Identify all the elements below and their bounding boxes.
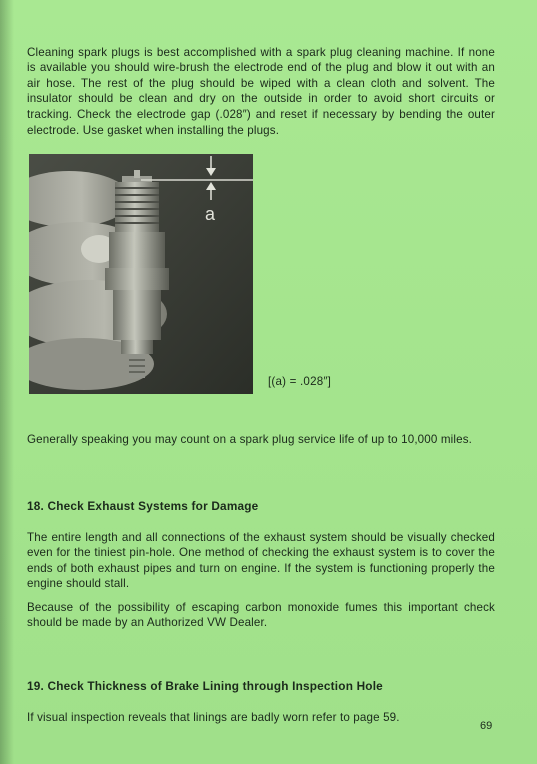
- exhaust-check-paragraph: The entire length and all connections of the exhaust system should be visually checked even for the tiniest pin-hole. One method of checking the exhaust system is to cover the ends of both exhaust pipes and turn on engine. If the system is functioning properly the engine should stall.: [27, 530, 495, 591]
- page-edge-shadow: [0, 0, 14, 764]
- service-life-paragraph: Generally speaking you may count on a spark plug service life of up to 10,000 miles.: [27, 432, 473, 446]
- carbon-monoxide-paragraph: Because of the possibility of escaping carbon monoxide fumes this important check should be made by an Authorized VW Dealer.: [27, 600, 495, 630]
- section-18-heading: 18. Check Exhaust Systems for Damage: [27, 499, 259, 513]
- brake-lining-paragraph: If visual inspection reveals that linings are badly worn refer to page 59.: [27, 710, 400, 724]
- figure-caption: [(a) = .028″]: [268, 375, 332, 388]
- spark-plug-illustration: [29, 154, 253, 394]
- spark-plug-cleaning-paragraph: Cleaning spark plugs is best accomplished with a spark plug cleaning machine. If none is available you should wire-brush the electrode end of the plug and blow it out with an air hose. The rest of the plug should be wiped with a clean cloth and solvent. The insulator should be clean and dry on the outside in order to avoid short circuits or tracking. Check the electrode gap (.028″) and reset if necessary by bending the outer electrode. Use gasket when installing the plugs.: [27, 45, 495, 137]
- page-number: 69: [480, 720, 493, 732]
- section-19-heading: 19. Check Thickness of Brake Lining through Inspection Hole: [27, 679, 383, 693]
- spark-plug-photo: [29, 154, 253, 394]
- gap-label: a: [205, 204, 216, 224]
